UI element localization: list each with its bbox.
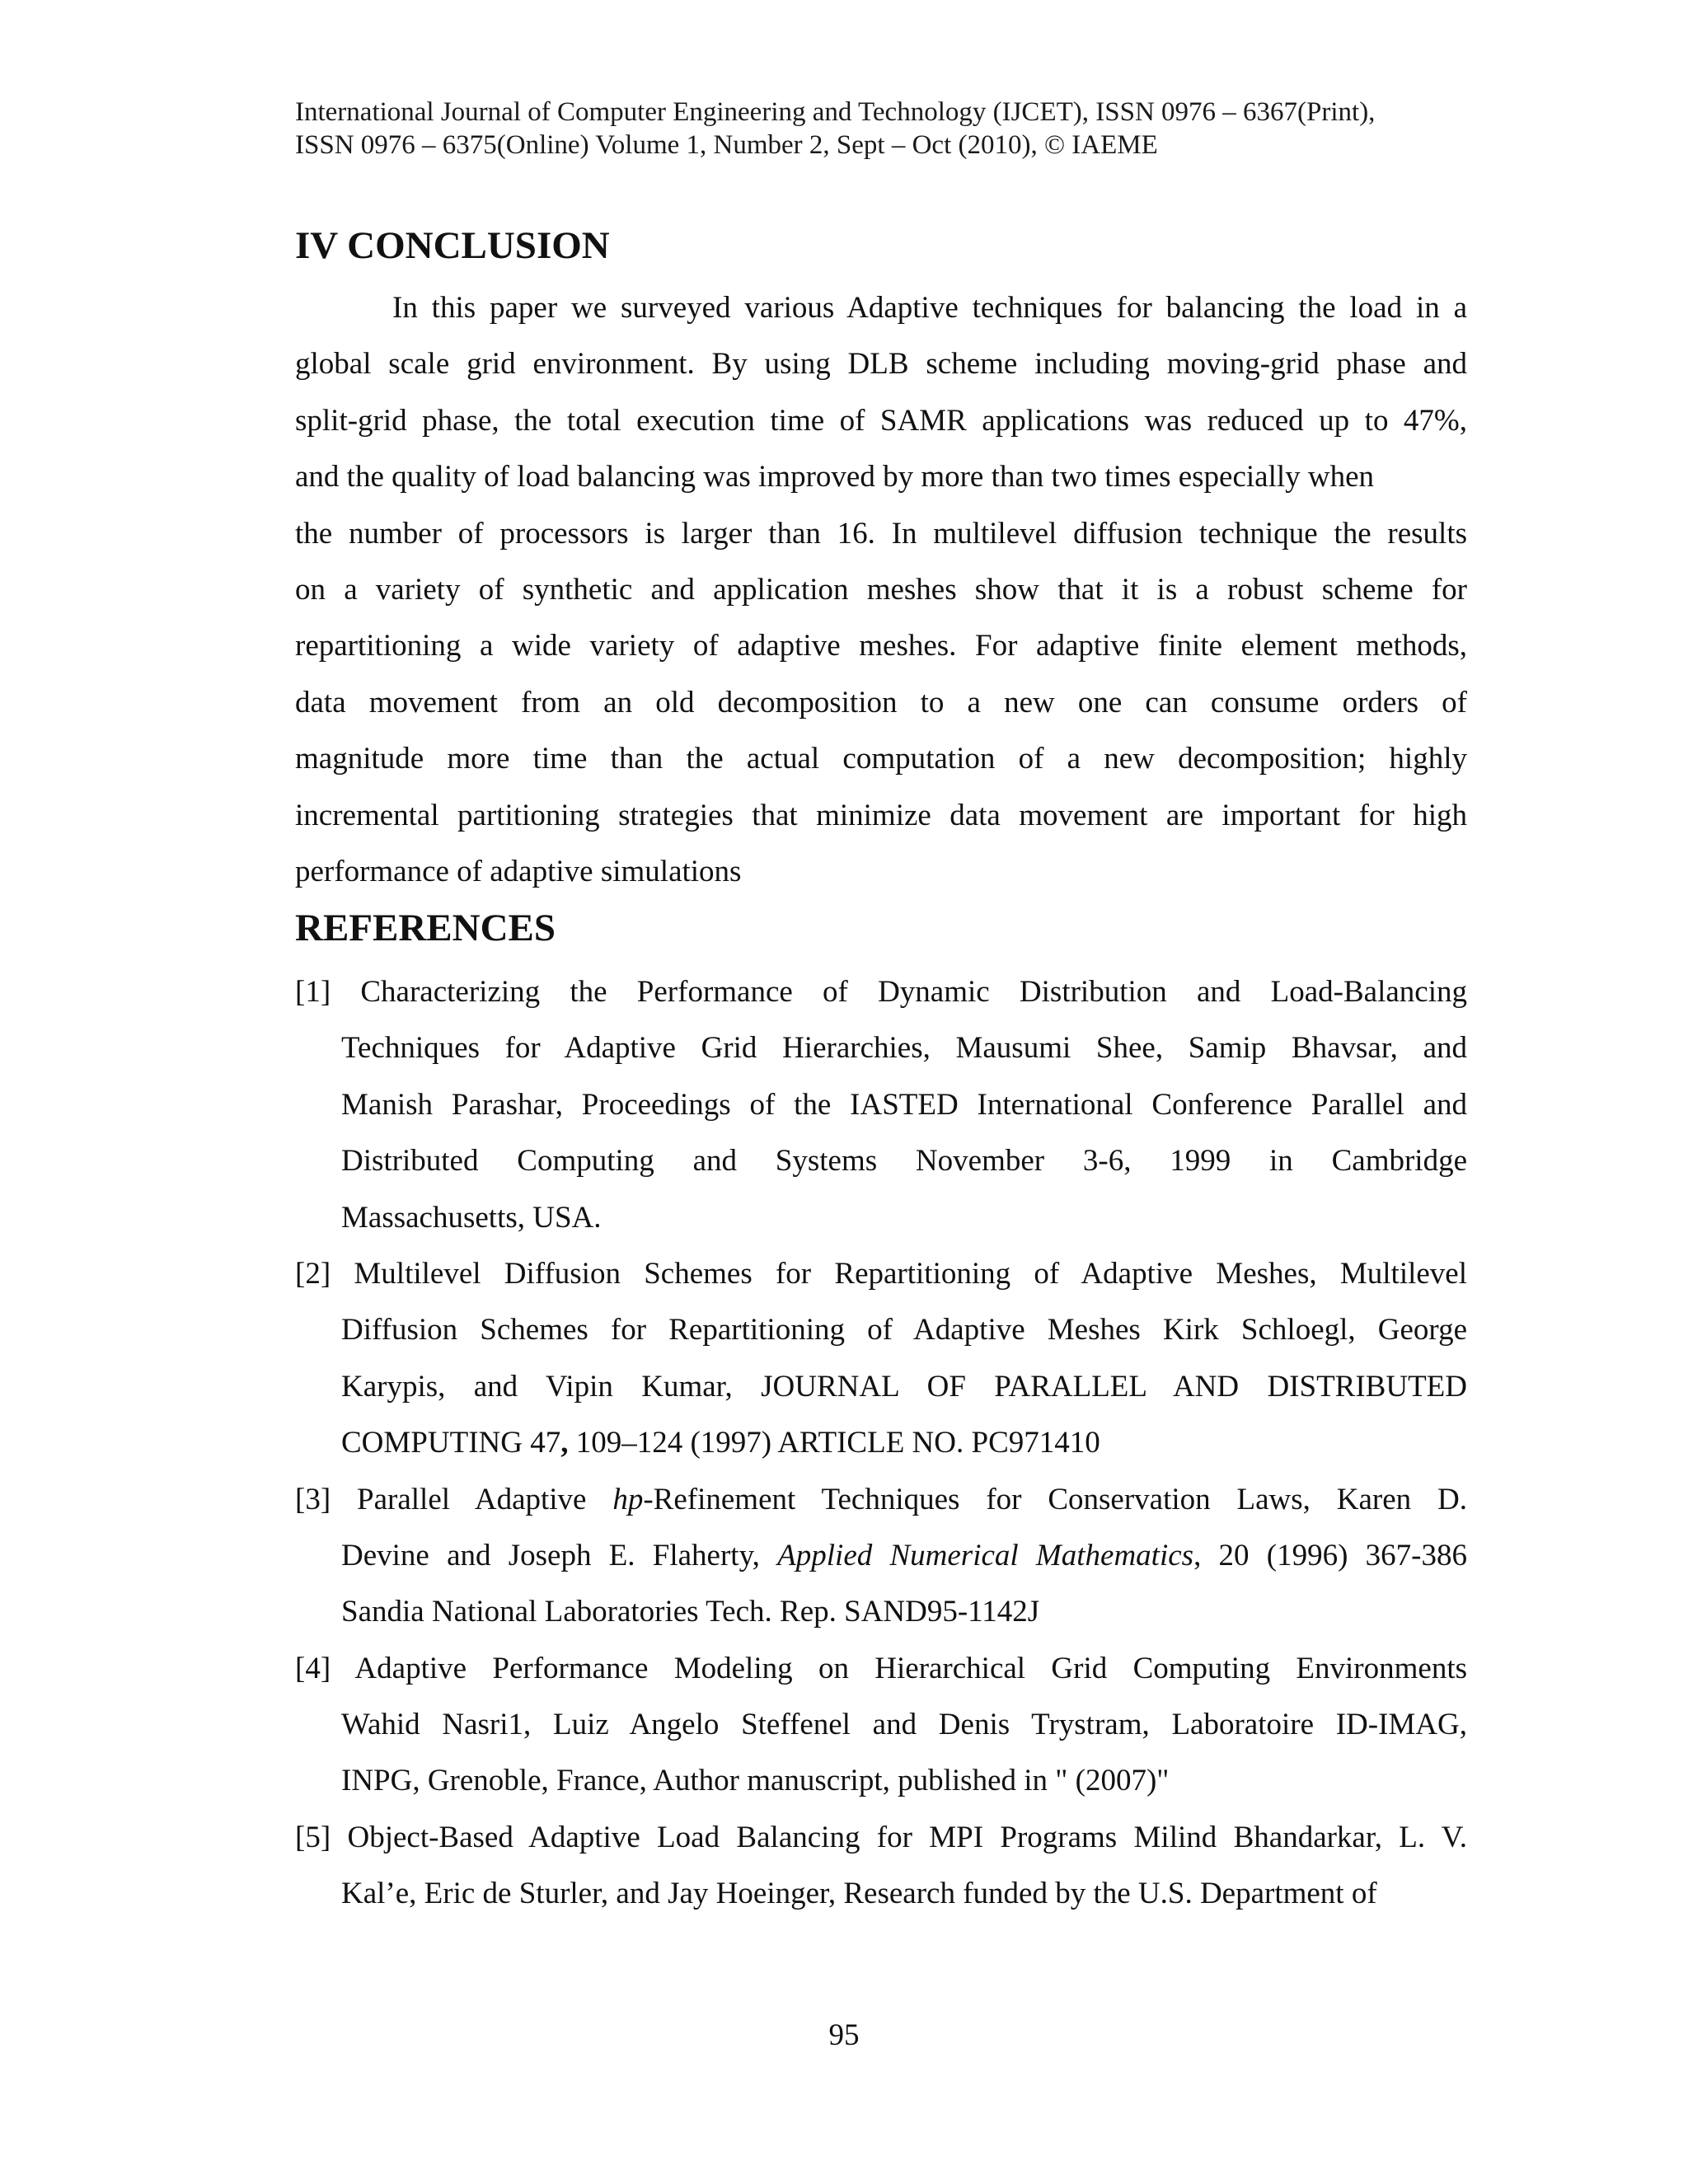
reference-item-4 [295,1641,1467,1810]
reference-line [295,1472,1467,1528]
conclusion-line: magnitude more time than the actual computation of a new decomposition; highly [295,742,1467,776]
reference-line: Manish Parashar, Proceedings of the IASTED International Conference Parallel and [341,1087,1467,1122]
conclusion-line: data movement from an old decomposition to a new one can consume orders of [295,685,1467,719]
header-line-2: ISSN 0976 – 6375(Online) Volume 1, Number 2, Sept – Oct (2010), © IAEME [295,130,1158,160]
reference-text-italic: hp [612,1482,644,1516]
reference-text: , 20 (1996) 367-386 [1193,1538,1467,1572]
reference-line [295,1528,1467,1584]
reference-text: Devine and Joseph E. Flaherty, [341,1538,778,1572]
reference-line: Massachusetts, USA. [341,1200,602,1235]
references-heading: REFERENCES [295,907,556,949]
conclusion-line: incremental partitioning strategies that minimize data movement are important for high [295,798,1467,832]
conclusion-line: global scale grid environment. By using DLB scheme including moving-grid phase and [295,347,1467,382]
reference-line: Diffusion Schemes for Repartitioning of Adaptive Meshes Kirk Schloegl, George [341,1313,1467,1347]
conclusion-line: repartitioning a wide variety of adaptive meshes. For adaptive finite element methods, [295,629,1467,663]
conclusion-line: split-grid phase, the total execution time of SAMR applications was reduced up to 47%, [295,403,1467,438]
conclusion-heading: IV CONCLUSION [295,224,610,267]
reference-line [295,1415,1467,1471]
reference-line: [5] Object-Based Adaptive Load Balancing for MPI Programs Milind Bhandarkar, L. V. [295,1820,1467,1854]
conclusion-line: and the quality of load balancing was improved by more than two times especially when [295,460,1375,494]
conclusion-line: performance of adaptive simulations [295,854,742,888]
conclusion-paragraph [295,280,1467,900]
reference-line: Sandia National Laboratories Tech. Rep. SAND95-1142J [341,1595,1040,1629]
reference-line: INPG, Grenoble, France, Author manuscript, published in " (2007)" [341,1764,1170,1798]
journal-title: Applied Numerical Mathematics [777,1538,1194,1572]
reference-line: Techniques for Adaptive Grid Hierarchies, Mausumi Shee, Samip Bhavsar, and [341,1031,1467,1066]
reference-line: [1] Characterizing the Performance of Dynamic Distribution and Load-Balancing [295,975,1467,1009]
page-number: 95 [828,2018,860,2052]
conclusion-line: the number of processors is larger than 16. In multilevel diffusion technique the results [295,516,1467,551]
reference-item-3 [295,1472,1467,1641]
reference-text: COMPUTING 47 [341,1426,561,1460]
reference-text: -Refinement Techniques for Conservation Laws, Karen D. [643,1482,1468,1516]
reference-text: [3] Parallel Adaptive [295,1482,613,1516]
reference-item-2 [295,1246,1467,1472]
reference-line: Wahid Nasri1, Luiz Angelo Steffenel and Denis Trystram, Laboratoire ID-IMAG, [341,1708,1467,1742]
reference-text-bold: , [560,1426,569,1460]
running-header [295,96,1531,162]
reference-item-1 [295,964,1467,1246]
reference-line: Kal’e, Eric de Sturler, and Jay Hoeinger, Research funded by the U.S. Department of [341,1877,1377,1911]
conclusion-line: on a variety of synthetic and application meshes show that it is a robust scheme for [295,572,1467,607]
reference-item-5 [295,1810,1467,1923]
header-line-1: International Journal of Computer Engineering and Technology (IJCET), ISSN 0976 – 6367(Print), [295,97,1376,127]
reference-list [295,964,1467,1923]
reference-line: Distributed Computing and Systems November 3-6, 1999 in Cambridge [341,1144,1467,1179]
reference-line: [4] Adaptive Performance Modeling on Hierarchical Grid Computing Environments [295,1651,1467,1685]
conclusion-line: In this paper we surveyed various Adaptive techniques for balancing the load in a [392,291,1467,325]
reference-text: 109–124 (1997) ARTICLE NO. PC971410 [568,1426,1100,1460]
reference-line: [2] Multilevel Diffusion Schemes for Repartitioning of Adaptive Meshes, Multilevel [295,1256,1467,1291]
reference-line: Karypis, and Vipin Kumar, JOURNAL OF PARALLEL AND DISTRIBUTED [341,1369,1467,1404]
